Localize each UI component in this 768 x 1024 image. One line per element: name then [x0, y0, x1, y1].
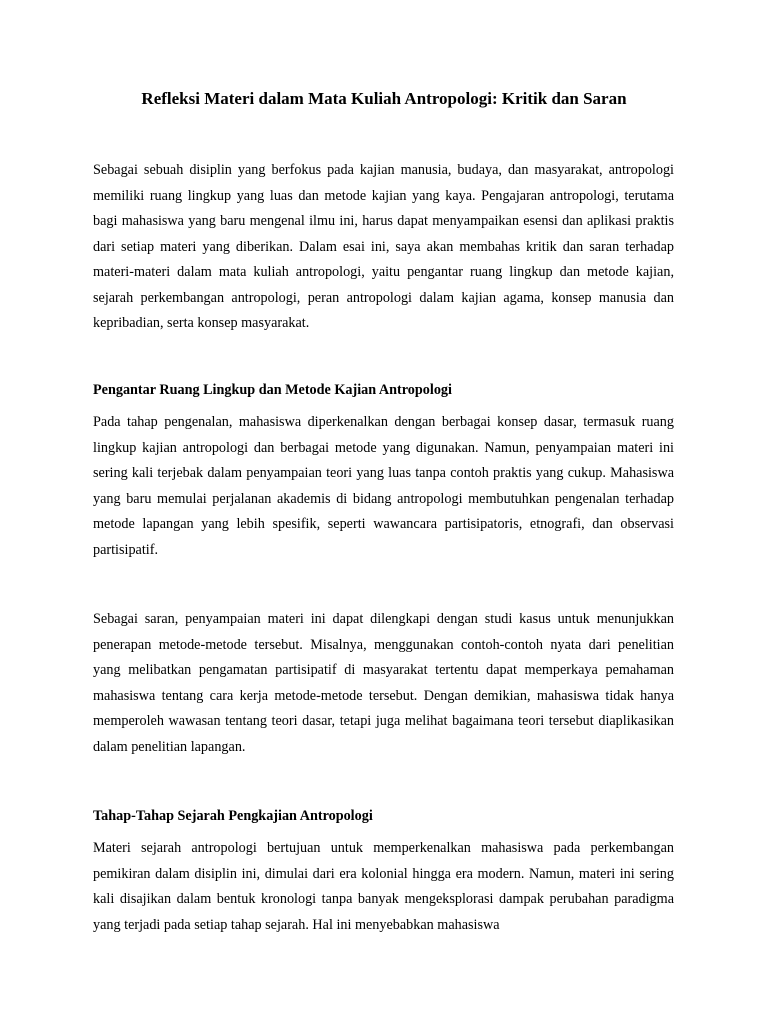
document-title: Refleksi Materi dalam Mata Kuliah Antropologi: Kritik dan Saran	[141, 89, 627, 108]
section-paragraph: Materi sejarah antropologi bertujuan untuk memperkenalkan mahasiswa pada perkembangan pemikiran dalam disiplin ini, dimulai dari era kolonial hingga era modern. Namun, materi ini sering kali disajikan dalam bentuk kronologi tanpa banyak mengeksplorasi dampak perubahan paradigma yang terjadi pada setiap tahap sejarah. Hal ini menyebabkan mahasiswa	[93, 840, 674, 933]
section-paragraph: Pada tahap pengenalan, mahasiswa diperkenalkan dengan berbagai konsep dasar, termasuk ruang lingkup kajian antropologi dan berbagai metode yang digunakan. Namun, penyampaian materi ini sering kali terjebak dalam penyampaian teori yang luas tanpa contoh praktis yang cukup. Mahasiswa yang baru memulai perjalanan akademis di bidang antropologi membutuhkan pengenalan terhadap metode lapangan yang lebih spesifik, seperti wawancara partisipatoris, etnografi, dan observasi partisipatif.	[93, 414, 674, 558]
section-heading-sejarah: Tahap-Tahap Sejarah Pengkajian Antropologi	[93, 808, 373, 824]
section-paragraph: Sebagai saran, penyampaian materi ini dapat dilengkapi dengan studi kasus untuk menunjukkan penerapan metode-metode tersebut. Misalnya, menggunakan contoh-contoh nyata dari penelitian yang melibatkan pengamatan partisipatif di masyarakat tertentu dapat memperkaya pemahaman mahasiswa tentang cara kerja metode-metode tersebut. Dengan demikian, mahasiswa tidak hanya memperoleh wawasan tentang teori dasar, tetapi juga melihat bagaimana teori tersebut diaplikasikan dalam penelitian lapangan.	[93, 611, 674, 755]
intro-paragraph: Sebagai sebuah disiplin yang berfokus pada kajian manusia, budaya, dan masyarakat, antropologi memiliki ruang lingkup yang luas dan metode kajian yang kaya. Pengajaran antropologi, terutama bagi mahasiswa yang baru mengenal ilmu ini, harus dapat menyampaikan esensi dan aplikasi praktis dari setiap materi yang diberikan. Dalam esai ini, saya akan membahas kritik dan saran terhadap materi-materi dalam mata kuliah antropologi, yaitu pengantar ruang lingkup dan metode kajian, sejarah perkembangan antropologi, peran antropologi dalam kajian agama, konsep manusia dan kepribadian, serta konsep masyarakat.	[93, 162, 674, 331]
section-heading-ruang-lingkup: Pengantar Ruang Lingkup dan Metode Kajian Antropologi	[93, 382, 452, 398]
